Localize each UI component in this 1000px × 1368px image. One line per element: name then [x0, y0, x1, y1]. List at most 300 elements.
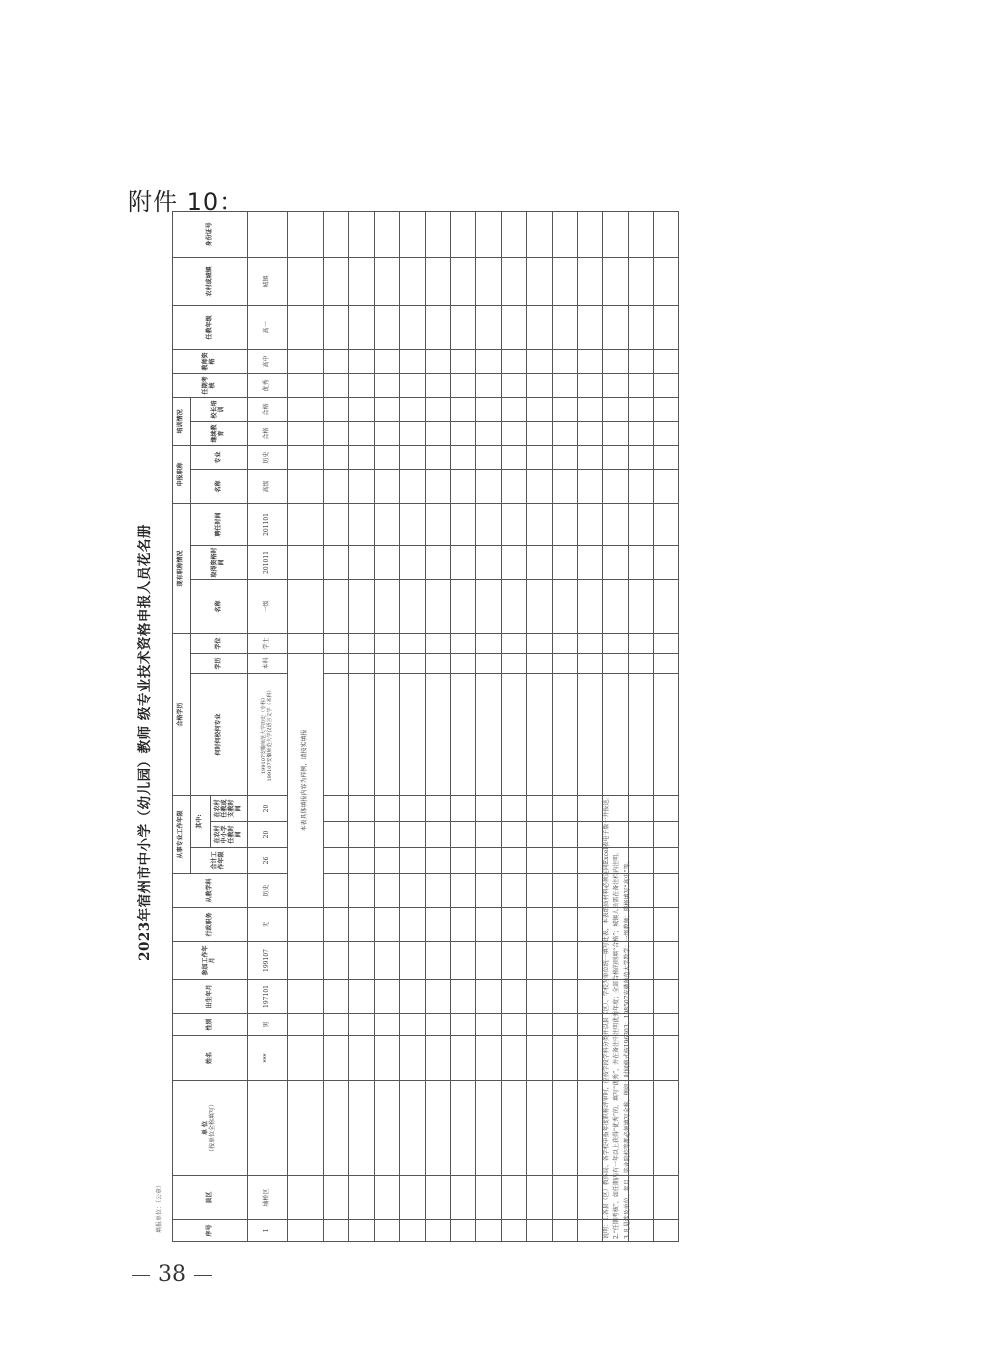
- cell-empty: [552, 305, 577, 349]
- cell-empty: [349, 942, 374, 980]
- cell-empty: [374, 373, 399, 397]
- header-unit-label: 单 位: [202, 1120, 210, 1136]
- cell-empty: [288, 633, 324, 653]
- header-work-years-group: 从事专业工作年限: [173, 795, 191, 873]
- header-education-group: 合格学历: [173, 633, 191, 795]
- cell-empty: [501, 257, 526, 305]
- cell-empty: [476, 1014, 501, 1036]
- cell-empty: [374, 673, 399, 795]
- cell-empty: [425, 1220, 450, 1242]
- explanation-line: 说明：1.各县（区）教体局、各学校申报年度职称评审时，应按学段学科分类并以县（区）、学校为单位统一填写此表，本表纸质材料必须连同Excel表电子版一并报送。: [603, 793, 610, 1239]
- cell-empty: [425, 942, 450, 980]
- cell-empty: [654, 469, 679, 503]
- page-dash-right: [194, 1275, 212, 1276]
- cell-empty: [501, 469, 526, 503]
- cell-rural-town: 城镇: [248, 257, 288, 305]
- cell-empty: [577, 397, 602, 421]
- cell-empty: [527, 942, 552, 980]
- cell-empty: [577, 633, 602, 653]
- cell-empty: [527, 633, 552, 653]
- header-gender: 性别: [173, 1014, 248, 1036]
- cell-rural-years: 20: [248, 822, 288, 848]
- cell-empty: [450, 1220, 475, 1242]
- cell-empty: [552, 980, 577, 1014]
- cell-empty: [654, 673, 679, 795]
- cell-empty: [654, 397, 679, 421]
- header-rural-town: 农村或城镇: [173, 257, 248, 305]
- cell-empty: [288, 373, 324, 397]
- table-row: [374, 211, 399, 1241]
- cell-empty: [450, 397, 475, 421]
- header-edu-level: 学历: [191, 653, 248, 673]
- cell-empty: [349, 874, 374, 908]
- cell-empty: [654, 305, 679, 349]
- cell-empty: [577, 795, 602, 821]
- cell-empty: [450, 503, 475, 545]
- table-row: [324, 211, 349, 1241]
- cell-empty: [654, 445, 679, 469]
- cell-empty: [374, 874, 399, 908]
- cell-empty: [425, 980, 450, 1014]
- cell-empty: [476, 1081, 501, 1176]
- cell-empty: [425, 908, 450, 942]
- cell-empty: [450, 305, 475, 349]
- cell-empty: [450, 908, 475, 942]
- header-continuing-edu: 继续教育: [191, 421, 248, 445]
- cell-empty: [577, 305, 602, 349]
- cell-empty: [552, 1036, 577, 1081]
- cell-empty: [450, 980, 475, 1014]
- attachment-heading: 附件 10：: [128, 188, 245, 216]
- cell-empty: [425, 211, 450, 257]
- page-dash-left: [132, 1275, 150, 1276]
- cell-empty: [552, 673, 577, 795]
- cell-empty: [501, 874, 526, 908]
- cell-empty: [288, 1014, 324, 1036]
- cell-rural-support: 20: [248, 795, 288, 821]
- cell-empty: [577, 1220, 602, 1242]
- cell-empty: [374, 633, 399, 653]
- cell-empty: [450, 257, 475, 305]
- cell-empty: [476, 257, 501, 305]
- cell-empty: [400, 211, 425, 257]
- cell-empty: [450, 1081, 475, 1176]
- cell-empty: [476, 503, 501, 545]
- cell-empty: [374, 1220, 399, 1242]
- cell-empty: [527, 848, 552, 874]
- cell-empty: [654, 653, 679, 673]
- rotated-form: [130, 222, 640, 1245]
- cell-empty: [349, 1176, 374, 1220]
- cell-empty: [552, 349, 577, 373]
- header-title-date: 取得资格时间: [191, 545, 248, 579]
- table-row: [552, 211, 577, 1241]
- cell-empty: [288, 908, 324, 942]
- cell-seq: 1: [248, 1220, 288, 1242]
- cell-empty: [552, 1014, 577, 1036]
- cell-empty: [577, 1036, 602, 1081]
- cell-empty: [527, 980, 552, 1014]
- cell-work-start: 199107: [248, 942, 288, 980]
- cell-empty: [654, 633, 679, 653]
- cell-empty: [400, 257, 425, 305]
- cell-empty: [450, 942, 475, 980]
- cell-empty: [527, 1014, 552, 1036]
- cell-empty: [527, 579, 552, 633]
- cell-empty: [476, 305, 501, 349]
- cell-empty: [400, 503, 425, 545]
- cell-empty: [400, 373, 425, 397]
- cell-empty: [400, 980, 425, 1014]
- cell-empty: [552, 211, 577, 257]
- cell-empty: [324, 848, 349, 874]
- cell-empty: [527, 445, 552, 469]
- cell-gender: 男: [248, 1014, 288, 1036]
- cell-empty: [450, 421, 475, 445]
- cell-empty: [654, 211, 679, 257]
- cell-empty: [577, 980, 602, 1014]
- cell-empty: [374, 980, 399, 1014]
- cell-county: 埇桥区: [248, 1176, 288, 1220]
- cell-empty: [425, 421, 450, 445]
- cell-empty: [400, 795, 425, 821]
- cell-empty: [476, 1176, 501, 1220]
- cell-empty: [324, 545, 349, 579]
- table-row: [425, 211, 450, 1241]
- cell-empty: [400, 397, 425, 421]
- cell-empty: [374, 545, 399, 579]
- cell-empty: [324, 211, 349, 257]
- cell-empty: [450, 874, 475, 908]
- cell-empty: [349, 469, 374, 503]
- cell-empty: [450, 673, 475, 795]
- cell-empty: [450, 579, 475, 633]
- cell-empty: [349, 795, 374, 821]
- cell-empty: [288, 305, 324, 349]
- cell-empty: [577, 211, 602, 257]
- cell-empty: [577, 874, 602, 908]
- cell-empty: [552, 503, 577, 545]
- cell-empty: [577, 445, 602, 469]
- cell-empty: [552, 257, 577, 305]
- cell-empty: [577, 469, 602, 503]
- header-apply-major: 专业: [191, 445, 248, 469]
- cell-empty: [324, 673, 349, 795]
- cell-empty: [450, 633, 475, 653]
- cell-empty: [374, 795, 399, 821]
- cell-empty: [577, 1081, 602, 1176]
- cell-empty: [577, 579, 602, 633]
- cell-empty: [476, 373, 501, 397]
- cell-empty: [476, 673, 501, 795]
- cell-empty: [527, 673, 552, 795]
- cell-empty: [400, 848, 425, 874]
- cell-empty: [425, 503, 450, 545]
- cell-empty: [425, 822, 450, 848]
- cell-empty: [527, 211, 552, 257]
- table-row: [349, 211, 374, 1241]
- cell-empty: [324, 1220, 349, 1242]
- cell-empty: [349, 1220, 374, 1242]
- header-apply-name: 名称: [191, 469, 248, 503]
- header-unit-note: （按单位全称填写）: [209, 1101, 216, 1156]
- explanation-line: 2.“任期考核”，如任期内有一年以上获得“优秀”的，填写“优秀”，并在备注中注明优秀年度；全部合格的则填“合格”；城镇人员需在备注栏内注明。: [613, 848, 621, 1239]
- cell-empty: [400, 653, 425, 673]
- cell-empty: [552, 1081, 577, 1176]
- cell-empty: [349, 211, 374, 257]
- cell-empty: [577, 908, 602, 942]
- cell-empty: [577, 653, 602, 673]
- header-principal-training: 校长培训: [191, 397, 248, 421]
- cell-empty: [501, 848, 526, 874]
- cell-empty: [374, 1176, 399, 1220]
- cell-empty: [577, 1176, 602, 1220]
- cell-empty: [324, 1176, 349, 1220]
- cell-empty: [324, 942, 349, 980]
- explanation-line: 3.凡是涉及单位、年月、毕业院校等都必须填写全称，例如：时间格式按196303；198507安徽师范大学数学；一级教师；资格填写“高中”等。: [623, 857, 631, 1239]
- form-title: 2023年宿州市中小学（幼儿园）教师 级专业技术资格申报人员花名册: [137, 524, 153, 961]
- cell-empty: [476, 874, 501, 908]
- cell-empty: [349, 1014, 374, 1036]
- cell-empty: [552, 579, 577, 633]
- cell-empty: [527, 469, 552, 503]
- cell-teacher-cert: 高中: [248, 349, 288, 373]
- cell-empty: [476, 980, 501, 1014]
- cell-empty: [552, 397, 577, 421]
- cell-empty: [374, 1081, 399, 1176]
- cell-empty: [349, 848, 374, 874]
- cell-empty: [450, 445, 475, 469]
- cell-empty: [577, 848, 602, 874]
- cell-empty: [374, 211, 399, 257]
- cell-empty: [476, 1036, 501, 1081]
- filling-unit-label: 填报单位：（公章）: [156, 1181, 163, 1233]
- cell-empty: [400, 673, 425, 795]
- cell-empty: [654, 257, 679, 305]
- cell-empty: [476, 795, 501, 821]
- cell-empty: [425, 469, 450, 503]
- cell-empty: [654, 795, 679, 821]
- cell-empty: [527, 653, 552, 673]
- cell-empty: [501, 1176, 526, 1220]
- cell-assessment: 优秀: [248, 373, 288, 397]
- cell-empty: [374, 653, 399, 673]
- cell-empty: [288, 211, 324, 257]
- table-row: [400, 211, 425, 1241]
- cell-empty: [400, 579, 425, 633]
- cell-empty: [425, 445, 450, 469]
- cell-empty: [476, 579, 501, 633]
- cell-empty: [400, 942, 425, 980]
- cell-admin-post: 无: [248, 908, 288, 942]
- cell-empty: [654, 1220, 679, 1242]
- cell-empty: [400, 1081, 425, 1176]
- cell-empty: [501, 445, 526, 469]
- cell-empty: [501, 673, 526, 795]
- header-unit: [173, 1081, 248, 1176]
- header-id-number: 身份证号: [173, 211, 248, 257]
- cell-empty: [654, 1176, 679, 1220]
- cell-empty: [288, 503, 324, 545]
- cell-empty: [450, 653, 475, 673]
- header-total-years: 合计工作年限: [191, 848, 248, 874]
- cell-id-number: [248, 211, 288, 257]
- cell-empty: [450, 1036, 475, 1081]
- header-rural-support: 在农村任教或支教时间: [211, 795, 248, 821]
- cell-empty: [476, 545, 501, 579]
- cell-empty: [450, 211, 475, 257]
- cell-empty: [324, 373, 349, 397]
- cell-empty: [501, 942, 526, 980]
- table-row-sample: [248, 211, 288, 1241]
- cell-empty: [400, 445, 425, 469]
- cell-empty: [577, 673, 602, 795]
- cell-empty: [527, 874, 552, 908]
- cell-empty: [577, 1014, 602, 1036]
- cell-teaching-grade: 高一: [248, 305, 288, 349]
- cell-empty: [349, 257, 374, 305]
- cell-empty: [288, 942, 324, 980]
- cell-empty: [425, 673, 450, 795]
- cell-empty: [450, 1176, 475, 1220]
- cell-empty: [654, 942, 679, 980]
- cell-empty: [654, 1036, 679, 1081]
- header-current-title-group: 现有职称情况: [173, 503, 191, 633]
- cell-empty: [288, 1081, 324, 1176]
- cell-empty: [425, 579, 450, 633]
- cell-empty: [374, 848, 399, 874]
- cell-empty: [374, 503, 399, 545]
- header-rural-years: 在农村中小学任教时间: [211, 822, 248, 848]
- cell-empty: [527, 795, 552, 821]
- header-apply-group: 申报职称: [173, 445, 191, 503]
- cell-empty: [324, 1014, 349, 1036]
- cell-empty: [324, 397, 349, 421]
- explanation-notes: [602, 249, 633, 1239]
- cell-empty: [425, 848, 450, 874]
- cell-empty: [374, 822, 399, 848]
- cell-empty: [476, 469, 501, 503]
- cell-empty: [552, 545, 577, 579]
- cell-empty: [349, 545, 374, 579]
- cell-empty: [527, 503, 552, 545]
- cell-empty: [288, 445, 324, 469]
- cell-empty: [425, 373, 450, 397]
- cell-empty: [476, 908, 501, 942]
- cell-empty: [552, 373, 577, 397]
- cell-empty: [349, 1081, 374, 1176]
- table-row: [450, 211, 475, 1241]
- cell-empty: [324, 633, 349, 653]
- cell-empty: [349, 349, 374, 373]
- cell-empty: [374, 1014, 399, 1036]
- cell-empty: [349, 633, 374, 653]
- header-county: 县区: [173, 1176, 248, 1220]
- cell-empty: [425, 1081, 450, 1176]
- header-seq: 序号: [173, 1220, 248, 1242]
- cell-empty: [527, 1220, 552, 1242]
- cell-empty: [288, 469, 324, 503]
- cell-empty: [349, 373, 374, 397]
- cell-empty: [501, 503, 526, 545]
- cell-empty: [349, 673, 374, 795]
- cell-empty: [501, 373, 526, 397]
- cell-empty: [324, 653, 349, 673]
- cell-empty: [400, 633, 425, 653]
- cell-empty: [425, 874, 450, 908]
- cell-empty: [324, 980, 349, 1014]
- cell-empty: [374, 445, 399, 469]
- cell-empty: [552, 795, 577, 821]
- cell-apply-name: 高级: [248, 469, 288, 503]
- cell-empty: [654, 1081, 679, 1176]
- cell-empty: [374, 349, 399, 373]
- header-birth: 出生年月: [173, 980, 248, 1014]
- cell-empty: [654, 373, 679, 397]
- cell-principal-training: 合格: [248, 397, 288, 421]
- cell-empty: [476, 942, 501, 980]
- cell-empty: [552, 633, 577, 653]
- cell-empty: [425, 1036, 450, 1081]
- cell-empty: [324, 874, 349, 908]
- cell-empty: [654, 822, 679, 848]
- cell-empty: [450, 545, 475, 579]
- cell-empty: [501, 1220, 526, 1242]
- cell-empty: [527, 349, 552, 373]
- cell-empty: [527, 305, 552, 349]
- page-number: [124, 1262, 220, 1287]
- cell-empty: [654, 908, 679, 942]
- page-number-text: 38: [158, 1262, 186, 1287]
- cell-empty: [374, 469, 399, 503]
- cell-empty: [527, 1036, 552, 1081]
- cell-empty: [324, 257, 349, 305]
- cell-empty: [577, 503, 602, 545]
- cell-empty: [577, 257, 602, 305]
- cell-empty: [288, 980, 324, 1014]
- cell-empty: [288, 257, 324, 305]
- cell-empty: [425, 397, 450, 421]
- cell-empty: [501, 579, 526, 633]
- cell-empty: [425, 545, 450, 579]
- cell-empty: [425, 653, 450, 673]
- cell-empty: [288, 1176, 324, 1220]
- cell-empty: [400, 545, 425, 579]
- cell-empty: [577, 373, 602, 397]
- cell-empty: [527, 908, 552, 942]
- cell-empty: [324, 1081, 349, 1176]
- cell-title-date: 201011: [248, 545, 288, 579]
- cell-empty: [654, 1014, 679, 1036]
- table-row: [654, 211, 679, 1241]
- cell-apply-major: 历史: [248, 445, 288, 469]
- cell-empty: [374, 942, 399, 980]
- cell-empty: [349, 908, 374, 942]
- cell-empty: [374, 908, 399, 942]
- table-row: [577, 211, 602, 1241]
- cell-title-name: 一级: [248, 579, 288, 633]
- header-appoint-date: 聘任时间: [191, 503, 248, 545]
- cell-empty: [400, 305, 425, 349]
- cell-empty: [400, 1014, 425, 1036]
- cell-empty: [288, 1036, 324, 1081]
- header-title-name: 名称: [191, 579, 248, 633]
- cell-grad-major: [248, 673, 288, 795]
- cell-empty: [450, 469, 475, 503]
- cell-subject: 历史: [248, 874, 288, 908]
- cell-continuing-edu: 合格: [248, 421, 288, 445]
- cell-empty: [476, 653, 501, 673]
